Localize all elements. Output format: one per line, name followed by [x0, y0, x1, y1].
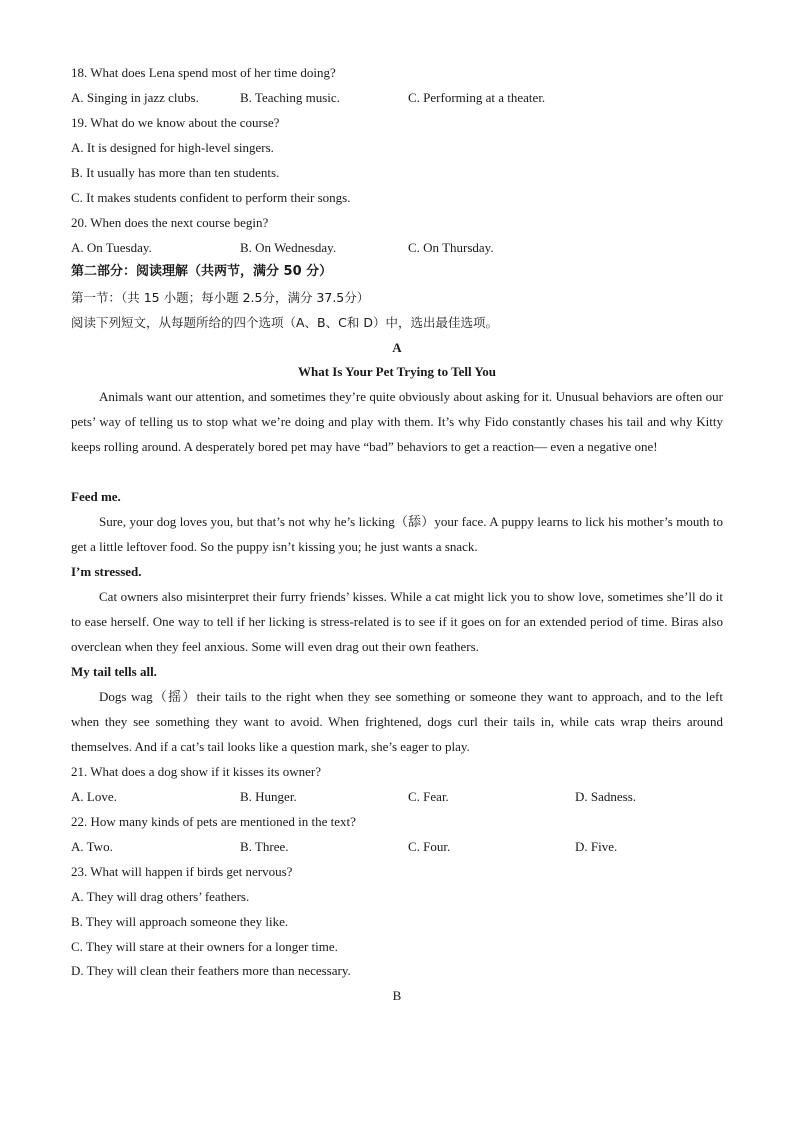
q22-option-b: B. Three.: [240, 839, 289, 854]
question-18: 18. What does Lena spend most of her time doing?: [71, 65, 336, 80]
passage-a-letter: A: [392, 340, 402, 355]
question-23: 23. What will happen if birds get nervous?: [71, 864, 293, 879]
question-22: 22. How many kinds of pets are mentioned in the text?: [71, 814, 356, 829]
passage-a-title: What Is Your Pet Trying to Tell You: [297, 364, 497, 379]
q18-option-c: C. Performing at a theater.: [408, 90, 546, 105]
q22-option-d: D. Five.: [575, 839, 618, 854]
subheading-tail: My tail tells all.: [71, 664, 157, 679]
q19-option-c: C. It makes students confident to perform their songs.: [71, 190, 351, 205]
q19-option-a: A. It is designed for high-level singers.: [71, 140, 274, 155]
q23-option-a: A. They will drag others’ feathers.: [71, 889, 250, 904]
subheading-feed-me: Feed me.: [71, 489, 121, 504]
q23-option-c: C. They will stare at their owners for a longer time.: [71, 939, 338, 954]
passage-a-paragraph-4: Dogs wag（摇）their tails to the right when they see something or someone they want to approach, and to the left when they see something they want to avoid. When frightened, dogs curl their tails in, while cats wrap theirs around themselves. And if a cat’s tail looks like a question mark, she’s eager to play.: [71, 689, 723, 754]
section1-heading: 第一节：（共 15 小题；每小题 2.5分，满分 37.5分）: [71, 290, 370, 305]
q20-option-c: C. On Thursday.: [408, 240, 494, 255]
q18-option-b: B. Teaching music.: [240, 90, 340, 105]
q20-option-a: A. On Tuesday.: [71, 240, 152, 255]
q21-option-a: A. Love.: [71, 789, 117, 804]
q21-option-b: B. Hunger.: [240, 789, 297, 804]
reading-instruction: 阅读下列短文，从每题所给的四个选项（A、B、C和 D）中，选出最佳选项。: [71, 315, 498, 330]
q19-option-b: B. It usually has more than ten students.: [71, 165, 280, 180]
q22-option-a: A. Two.: [71, 839, 113, 854]
passage-a-paragraph-2: Sure, your dog loves you, but that’s not why he’s licking（舔）your face. A puppy learns to lick his mother’s mouth to get a little leftover food. So the puppy isn’t kissing you; he just wants a snack.: [71, 514, 723, 554]
question-21: 21. What does a dog show if it kisses its owner?: [71, 764, 321, 779]
q21-option-c: C. Fear.: [408, 789, 449, 804]
part2-heading: 第二部分：阅读理解（共两节，满分 50 分）: [71, 264, 333, 279]
q23-option-d: D. They will clean their feathers more than necessary.: [71, 963, 351, 978]
q21-option-d: D. Sadness.: [575, 789, 637, 804]
question-20: 20. When does the next course begin?: [71, 215, 269, 230]
q20-option-b: B. On Wednesday.: [240, 240, 337, 255]
question-19: 19. What do we know about the course?: [71, 115, 280, 130]
subheading-stressed: I’m stressed.: [71, 564, 142, 579]
passage-a-paragraph-3: Cat owners also misinterpret their furry friends’ kisses. While a cat might lick you to show love, sometimes she’ll do it to ease herself. One way to tell if her licking is stress-related is to see if it goes on for an extended period of time. Biras also overclean when they feel anxious. Some will even drag out their own feathers.: [71, 589, 723, 654]
passage-a-paragraph-1: Animals want our attention, and sometimes they’re quite obviously about asking for it. Unusual behaviors are often our pets’ way of telling us to stop what we’re doing and play with them. It’s why Fido constantly chases his tail and why Kitty keeps rolling around. A desperately bored pet may have “bad” behaviors to get a reaction— even a negative one!: [71, 389, 723, 454]
passage-b-letter: B: [392, 988, 402, 1003]
q18-option-a: A. Singing in jazz clubs.: [71, 90, 199, 105]
q23-option-b: B. They will approach someone they like.: [71, 914, 289, 929]
q22-option-c: C. Four.: [408, 839, 451, 854]
